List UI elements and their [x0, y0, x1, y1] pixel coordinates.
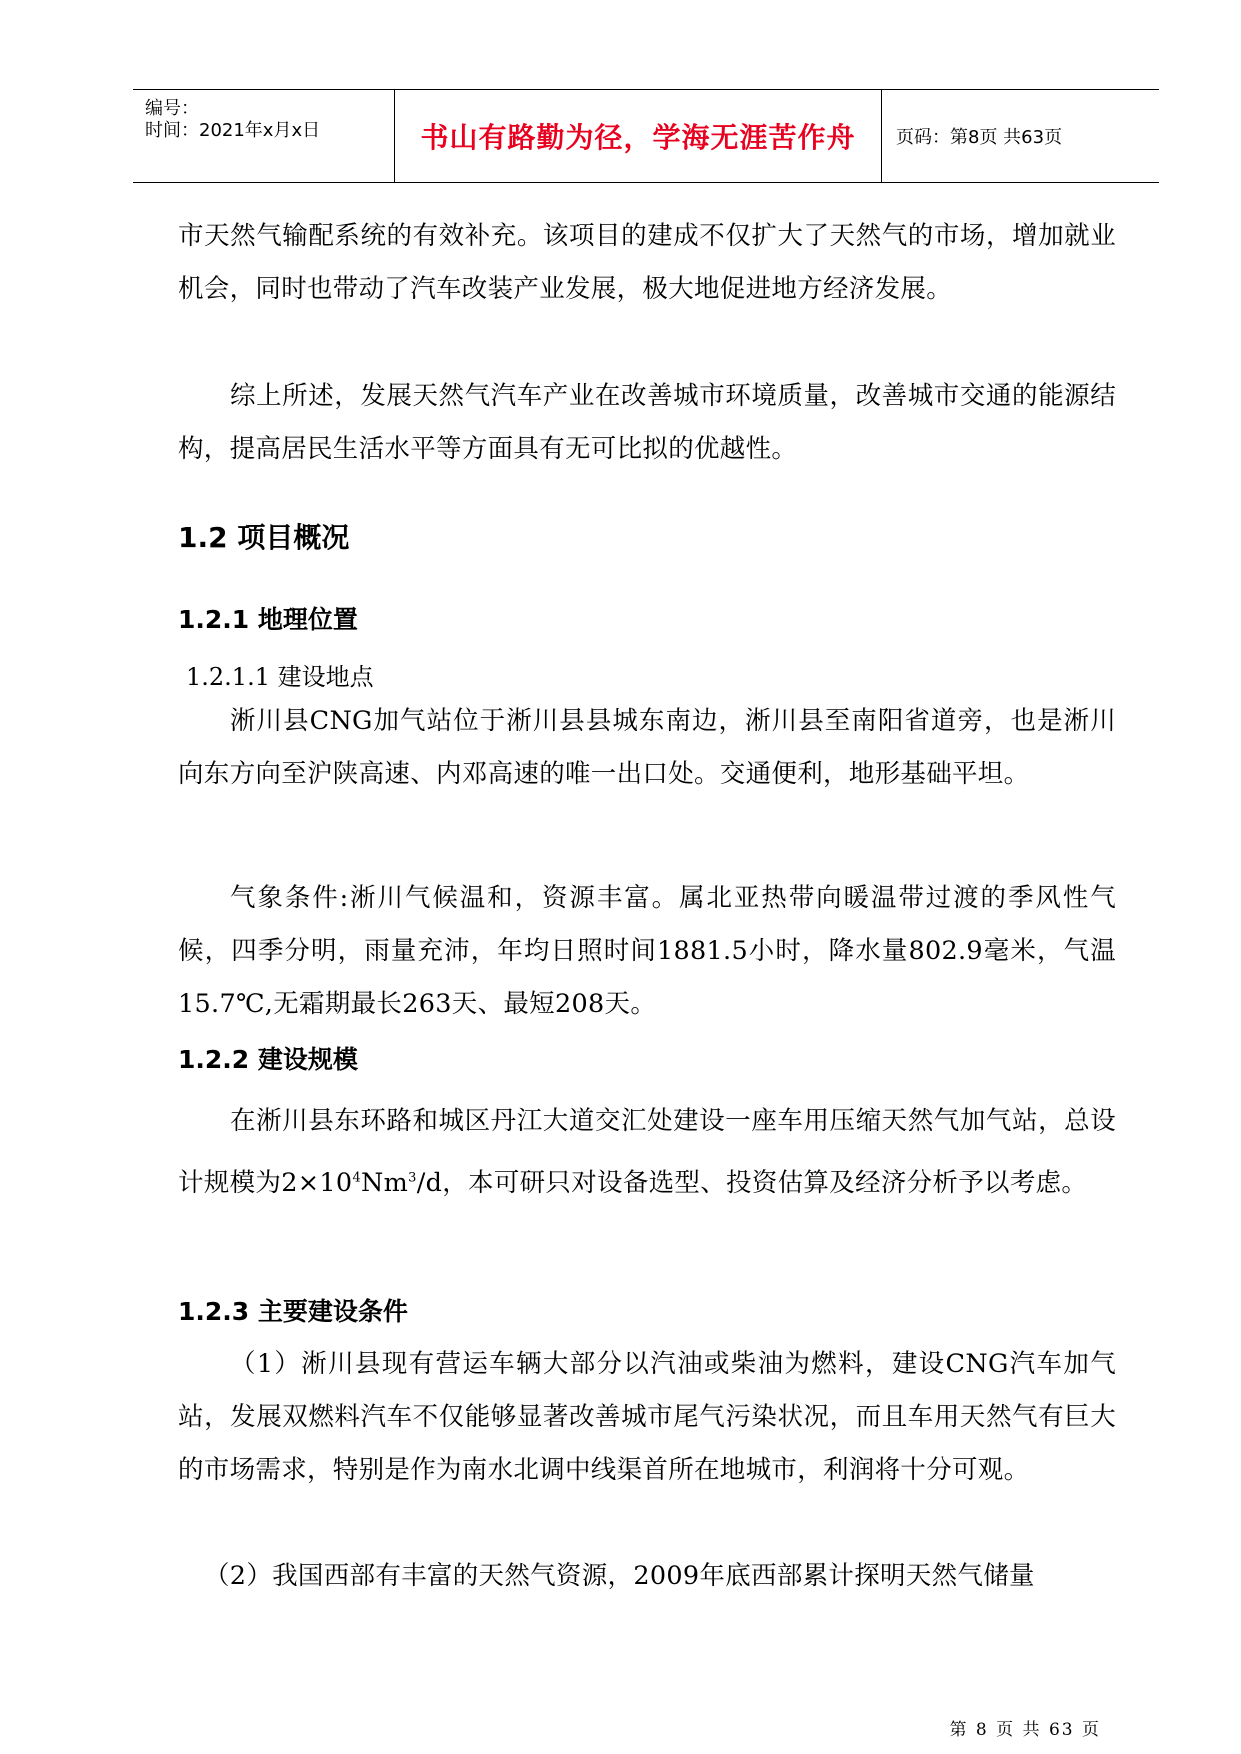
- paragraph-5: [178, 1090, 1116, 1214]
- paragraph-4: 气象条件:淅川气候温和，资源丰富。属北亚热带向暖温带过渡的季风性气候，四季分明，雨量充沛，年均日照时间1881.5小时，降水量802.9毫米，气温15.7℃,无霜期最长263天、最短208天。: [178, 883, 1116, 1019]
- number-label: 编号：: [145, 98, 199, 119]
- paragraph-5-unit: Nm: [361, 1168, 409, 1198]
- paragraph-7: （2）我国西部有丰富的天然气资源，2009年底西部累计探明天然气储量: [204, 1561, 1035, 1591]
- paragraph-5-block: [178, 1090, 1116, 1214]
- paragraph-1-block: [178, 210, 1116, 316]
- paragraph-2: 综上所述，发展天然气汽车产业在改善城市环境质量，改善城市交通的能源结构，提高居民生活水平等方面具有无可比拟的优越性。: [178, 381, 1116, 464]
- paragraph-6-block: [178, 1338, 1116, 1497]
- page-header: [133, 89, 1159, 183]
- paragraph-5-part-a: 在淅川县东环路和城区丹江大道交汇处建设一座车用压缩天然气加气站，总设计规模为2×10: [178, 1106, 1116, 1198]
- paragraph-1: 市天然气输配系统的有效补充。该项目的建成不仅扩大了天然气的市场，增加就业机会，同时也带动了汽车改装产业发展，极大地促进地方经济发展。: [178, 221, 1116, 304]
- paragraph-6: （1）淅川县现有营运车辆大部分以汽油或柴油为燃料，建设CNG汽车加气站，发展双燃料汽车不仅能够显著改善城市尾气污染状况，而且车用天然气有巨大的市场需求，特别是作为南水北调中线渠首所在地城市，利润将十分可观。: [178, 1349, 1116, 1485]
- motto-text: 书山有路勤为径，学海无涯苦作舟: [420, 121, 856, 154]
- paragraph-4-block: [178, 872, 1116, 1031]
- superscript-3: 3: [408, 1170, 417, 1186]
- superscript-4: 4: [352, 1170, 362, 1186]
- paragraph-7-block: [178, 1550, 1116, 1603]
- header-motto-cell: [395, 90, 882, 182]
- heading-1-2: 1.2 项目概况: [178, 521, 350, 554]
- heading-1-2-3: 1.2.3 主要建设条件: [178, 1297, 408, 1326]
- time-label: 时间：2021年x月x日: [145, 120, 321, 141]
- heading-1-2-1-1: 1.2.1.1 建设地点: [186, 663, 374, 691]
- page-footer: 第 8 页 共 63 页: [949, 1720, 1101, 1740]
- page-code: 页码：第8页 共63页: [896, 127, 1063, 148]
- header-meta-cell: [133, 90, 395, 182]
- heading-1-2-1: 1.2.1 地理位置: [178, 605, 358, 634]
- paragraph-2-block: [178, 370, 1116, 476]
- paragraph-3-block: [178, 695, 1116, 801]
- header-page-cell: [882, 90, 1159, 182]
- paragraph-5-part-c: /d，本可研只对设备选型、投资估算及经济分析予以考虑。: [416, 1168, 1088, 1198]
- paragraph-3: 淅川县CNG加气站位于淅川县县城东南边，淅川县至南阳省道旁，也是淅川向东方向至沪陕高速、内邓高速的唯一出口处。交通便利，地形基础平坦。: [178, 706, 1116, 789]
- heading-1-2-2: 1.2.2 建设规模: [178, 1045, 358, 1074]
